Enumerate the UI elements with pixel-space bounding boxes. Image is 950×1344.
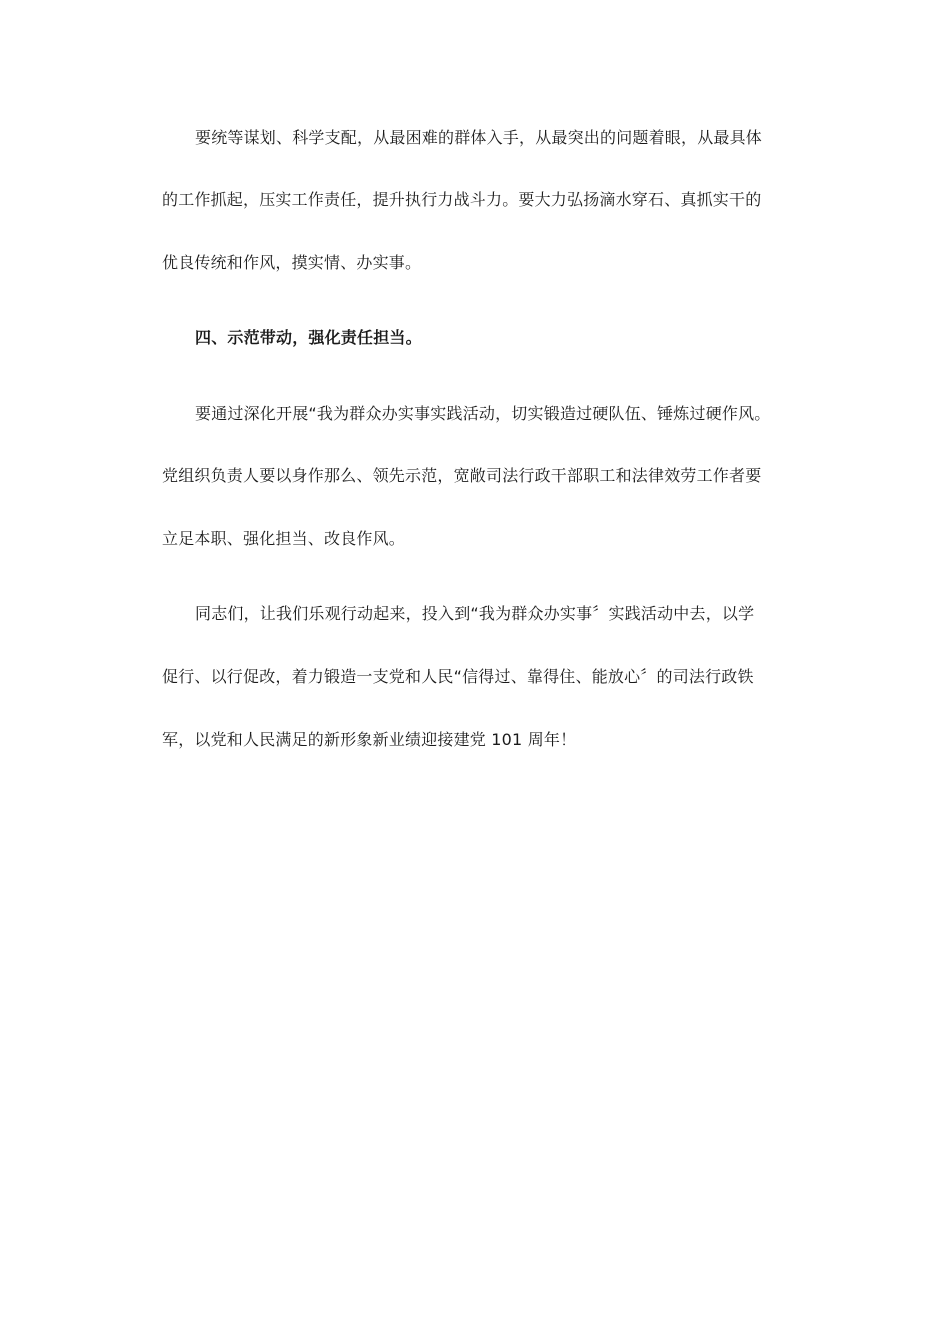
paragraph-2-line-1: 要通过深化开展“我为群众办实事实践活动，切实锻造过硬队伍、锤炼过硬作风。 [195,404,771,423]
paragraph-3-line-3: 军，以党和人民满足的新形象新业绩迎接建党 101 周年！ [162,730,577,749]
paragraph-3-line-2: 促行、以行促改，着力锻造一支党和人民“信得过、靠得住、能放心〞的司法行政铁 [162,667,754,686]
paragraph-1-line-1: 要统等谋划、科学支配，从最困难的群体入手，从最突出的问题着眼，从最具体 [195,128,763,147]
paragraph-2-line-3: 立足本职、强化担当、改良作风。 [162,529,406,548]
paragraph-3-line-1: 同志们，让我们乐观行动起来，投入到“我为群众办实事〞实践活动中去，以学 [195,604,755,623]
paragraph-1-line-3: 优良传统和作风，摸实情、办实事。 [162,253,422,272]
section-heading-4: 四、示范带动，强化责任担当。 [195,328,422,347]
paragraph-1-line-2: 的工作抓起，压实工作责任，提升执行力战斗力。要大力弘扬滴水穿石、真抓实干的 [162,190,762,209]
paragraph-2-line-2: 党组织负责人要以身作那么、领先示范，宽敞司法行政干部职工和法律效劳工作者要 [162,466,762,485]
